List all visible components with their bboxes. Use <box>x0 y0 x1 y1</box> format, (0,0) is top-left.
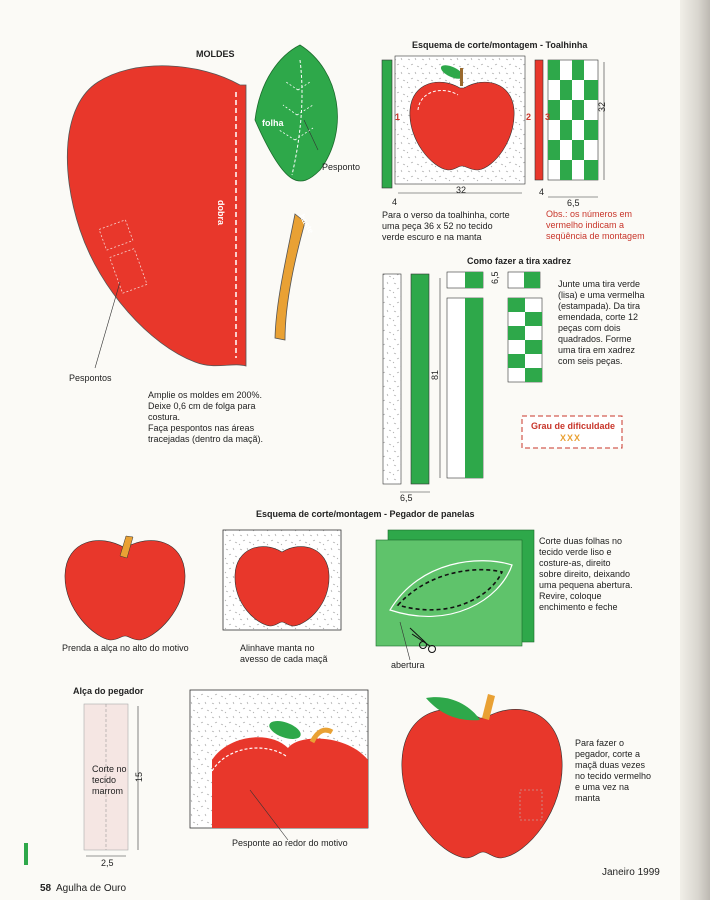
dim-6-5: 6,5 <box>567 198 580 208</box>
green-strip <box>411 274 429 484</box>
dim-4-right: 4 <box>539 187 545 197</box>
moldes-instr-3: costura. <box>148 412 181 422</box>
stem-template <box>275 214 305 340</box>
fazer-text-5: e uma vez na <box>575 782 630 792</box>
tira-text-6: quadrados. Forme <box>558 334 632 344</box>
haste-label: haste <box>297 212 316 236</box>
obs-text-2: vermelho indicam a <box>546 220 625 230</box>
abertura-label: abertura <box>391 660 425 670</box>
prenda-text: Prenda a alça no alto do motivo <box>62 643 189 653</box>
tira-text-8: com seis peças. <box>558 356 623 366</box>
issue-date: Janeiro 1999 <box>602 867 660 878</box>
alca-title: Alça do pegador <box>73 686 144 696</box>
corte-text-2: tecido verde liso e <box>539 547 612 557</box>
tira-title: Como fazer a tira xadrez <box>467 256 572 266</box>
green-fabric-front <box>376 540 522 646</box>
tira-text-3: (estampada). Da tira <box>558 301 641 311</box>
moldes-title: MOLDES <box>196 49 235 59</box>
page-number: 58 <box>40 883 52 894</box>
moldes-instr-4: Faça pespontos nas áreas <box>148 423 255 433</box>
sequence-num-3: 3 <box>545 112 551 122</box>
apple-finished <box>402 709 562 858</box>
dim-2-5: 2,5 <box>101 858 114 868</box>
obs-text-1: Obs.: os números em <box>546 209 633 219</box>
dim-6-5-top: 6,5 <box>490 271 500 284</box>
pesponto-label: Pesponto <box>322 162 361 172</box>
moldes-instr-1: Amplie os moldes em 200%. <box>148 390 263 400</box>
fazer-text-1: Para fazer o <box>575 738 625 748</box>
dim-4-left: 4 <box>392 197 398 207</box>
moldes-instr-5: tracejadas (dentro da maçã). <box>148 434 264 444</box>
dobra-label: dobra <box>216 200 226 226</box>
pespontos-pointer <box>95 282 120 368</box>
moldes-instr-2: Deixe 0,6 cm de folga para <box>148 401 256 411</box>
leaf-template <box>255 45 337 181</box>
dim-81: 81 <box>430 369 440 380</box>
corte-text-1: Corte duas folhas no <box>539 536 623 546</box>
red-strip <box>535 60 543 180</box>
sequence-num-1: 1 <box>395 112 401 122</box>
pesponte-text: Pesponte ao redor do motivo <box>232 838 348 848</box>
dim-6-5-bottom: 6,5 <box>400 493 413 503</box>
verso-text-3: verde escuro e na manta <box>382 232 482 242</box>
tira-text-5: peças com dois <box>558 323 621 333</box>
dim-32-height: 32 <box>597 101 607 112</box>
difficulty-stars: XXX <box>560 433 582 443</box>
checker-strip <box>548 60 598 180</box>
alca-text-1: Corte no <box>92 764 127 774</box>
tira-text-7: uma tira em xadrez <box>558 345 636 355</box>
verso-text-1: Para o verso da toalhinha, corte <box>382 210 510 220</box>
corte-text-5: uma pequena abertura. <box>539 580 633 590</box>
checker-column <box>508 272 542 382</box>
magazine-name: Agulha de Ouro <box>56 883 127 894</box>
fazer-text-6: manta <box>575 793 601 803</box>
corte-text-7: enchimento e feche <box>539 602 618 612</box>
alca-text-3: marrom <box>92 786 123 796</box>
alinhave-text-1: Alinhave manta no <box>240 643 315 653</box>
alca-text-2: tecido <box>92 775 117 785</box>
apple-detail <box>212 737 368 828</box>
fazer-text-2: pegador, corte a <box>575 749 641 759</box>
obs-text-3: seqüência de montagem <box>546 231 645 241</box>
verso-text-2: uma peça 36 x 52 no tecido <box>382 221 493 231</box>
pegador-title: Esquema de corte/montagem - Pegador de panelas <box>256 509 475 519</box>
tira-text-4: emendada, corte 12 <box>558 312 639 322</box>
dim-15: 15 <box>134 771 144 782</box>
corte-text-4: sobre direito, deixando <box>539 569 631 579</box>
tira-text-2: (lisa) e uma vermelha <box>558 290 645 300</box>
green-margin-tab <box>24 843 28 865</box>
dim-32-width: 32 <box>456 185 467 195</box>
sequence-num-2: 2 <box>526 112 532 122</box>
tira-text-1: Junte uma tira verde <box>558 279 641 289</box>
difficulty-label: Grau de dificuldade <box>531 421 616 431</box>
corte-text-6: Revire, coloque <box>539 591 602 601</box>
green-strip-left <box>382 60 392 188</box>
corte-text-3: costure-as, direito <box>539 558 611 568</box>
alinhave-text-2: avesso de cada maçã <box>240 654 328 664</box>
pespontos-label: Pespontos <box>69 373 112 383</box>
white-strip <box>383 274 401 484</box>
folha-label: folha <box>262 118 284 128</box>
toalhinha-title: Esquema de corte/montagem - Toalhinha <box>412 40 588 50</box>
fazer-text-4: no tecido vermelho <box>575 771 652 781</box>
fazer-text-3: maçã duas vezes <box>575 760 646 770</box>
